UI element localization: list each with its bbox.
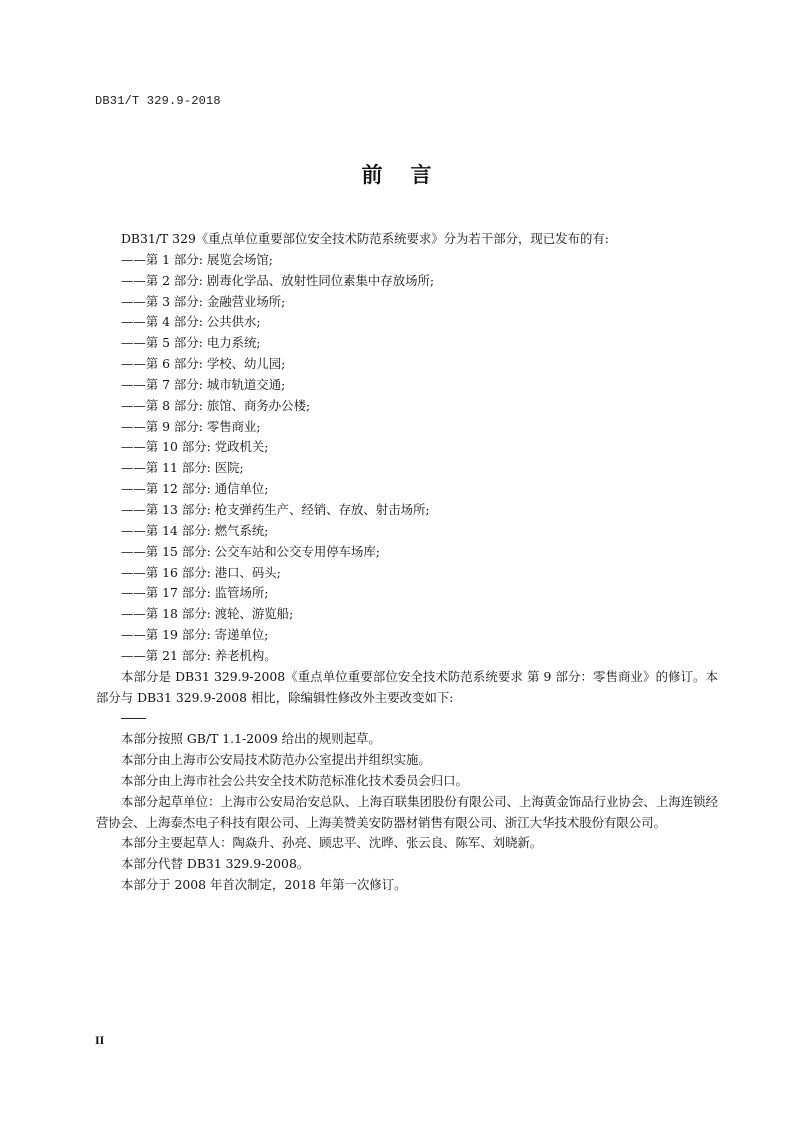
part-prefix: ——第 7 部分: [121, 376, 203, 392]
foreword-body [96, 229, 718, 896]
part-name: 公交车站和公交专用停车场库; [214, 543, 380, 559]
part-prefix: ——第 1 部分: [121, 251, 203, 267]
list-item [96, 396, 718, 417]
part-prefix: ——第 17 部分: [121, 585, 211, 601]
part-name: 城市轨道交通; [206, 376, 286, 392]
intro-paragraph: DB31/T 329《重点单位重要部位安全技术防范系统要求》分为若干部分，现已发布的有: [121, 231, 609, 246]
centralized-paragraph: 本部分由上海市社会公共安全技术防范标准化技术委员会归口。 [121, 772, 468, 788]
list-item [96, 312, 718, 333]
part-prefix: ——第 10 部分: [121, 439, 211, 455]
parts-list [96, 250, 718, 667]
part-name: 医院; [214, 460, 244, 476]
part-name: 养老机构。 [214, 647, 277, 663]
list-item [96, 500, 718, 521]
part-name: 零售商业; [206, 418, 261, 434]
part-name: 电力系统; [206, 335, 261, 351]
proposer-paragraph: 本部分由上海市公安局技术防范办公室提出并组织实施。 [121, 752, 431, 768]
replaces-paragraph: 本部分代替 DB31 329.9-2008。 [121, 856, 310, 872]
list-item [96, 646, 718, 667]
part-prefix: ——第 14 部分: [121, 522, 211, 538]
part-name: 展览会场馆; [206, 251, 273, 267]
part-name: 旅馆、商务办公楼; [206, 397, 311, 413]
document-code: DB31/T 329.9-2018 [95, 94, 221, 108]
part-prefix: ——第 13 部分: [121, 501, 211, 517]
part-name: 寄递单位; [214, 627, 269, 643]
part-prefix: ——第 5 部分: [121, 335, 203, 351]
part-name: 监管场所; [214, 585, 269, 601]
list-item [96, 521, 718, 542]
part-name: 燃气系统; [214, 522, 269, 538]
list-item [96, 333, 718, 354]
part-name: 剧毒化学品、放射性同位素集中存放场所; [206, 272, 435, 288]
page-title: 前言 [361, 163, 460, 187]
page-number: II [95, 1033, 105, 1047]
part-name: 学校、幼儿园; [206, 356, 286, 372]
part-prefix: ——第 19 部分: [121, 627, 211, 643]
drafting-units-paragraph: 本部分起草单位：上海市公安局治安总队、上海百联集团股份有限公司、上海黄金饰品行业协会、上海连锁经营协会、上海泰杰电子科技有限公司、上海美赞美安防器材销售有限公司、浙江大华技术股份有限公司。 [96, 793, 718, 830]
list-item [96, 479, 718, 500]
list-item [96, 292, 718, 313]
revision-paragraph: 本部分是 DB31 329.9-2008《重点单位重要部位安全技术防范系统要求 第 9 部分：零售商业》的修订。本部分与 DB31 329.9-2008 相比，除编辑性修改外主要改变如下: [96, 668, 718, 705]
part-prefix: ——第 2 部分: [121, 272, 203, 288]
list-item [96, 458, 718, 479]
list-item [96, 375, 718, 396]
list-item [96, 542, 718, 563]
part-prefix: ——第 18 部分: [121, 606, 211, 622]
part-prefix: ——第 16 部分: [121, 564, 211, 580]
drafters-paragraph: 本部分主要起草人：陶焱升、孙亮、顾忠平、沈晔、张云良、陈军、刘晓新。 [121, 835, 543, 851]
list-item [96, 417, 718, 438]
list-item [96, 625, 718, 646]
part-name: 渡轮、游览船; [214, 606, 294, 622]
part-prefix: ——第 15 部分: [121, 543, 211, 559]
part-name: 公共供水; [206, 314, 261, 330]
list-item [96, 583, 718, 604]
history-paragraph: 本部分于 2008 年首次制定，2018 年第一次修订。 [121, 877, 407, 893]
part-name: 党政机关; [214, 439, 269, 455]
part-prefix: ——第 11 部分: [121, 460, 211, 476]
list-item [96, 354, 718, 375]
part-prefix: ——第 21 部分: [121, 647, 211, 663]
part-prefix: ——第 12 部分: [121, 481, 211, 497]
part-prefix: ——第 6 部分: [121, 356, 203, 372]
dash-mark [121, 718, 146, 719]
list-item [96, 437, 718, 458]
list-item [96, 271, 718, 292]
part-name: 金融营业场所; [206, 293, 286, 309]
list-item [96, 250, 718, 271]
drafting-rules-paragraph: 本部分按照 GB/T 1.1-2009 给出的规则起草。 [121, 731, 381, 747]
empty-change-dash [96, 708, 718, 729]
part-name: 枪支弹药生产、经销、存放、射击场所; [214, 501, 430, 517]
part-prefix: ——第 3 部分: [121, 293, 203, 309]
part-prefix: ——第 8 部分: [121, 397, 203, 413]
part-name: 港口、码头; [214, 564, 281, 580]
list-item [96, 604, 718, 625]
part-prefix: ——第 4 部分: [121, 314, 203, 330]
part-prefix: ——第 9 部分: [121, 418, 203, 434]
list-item [96, 563, 718, 584]
part-name: 通信单位; [214, 481, 269, 497]
